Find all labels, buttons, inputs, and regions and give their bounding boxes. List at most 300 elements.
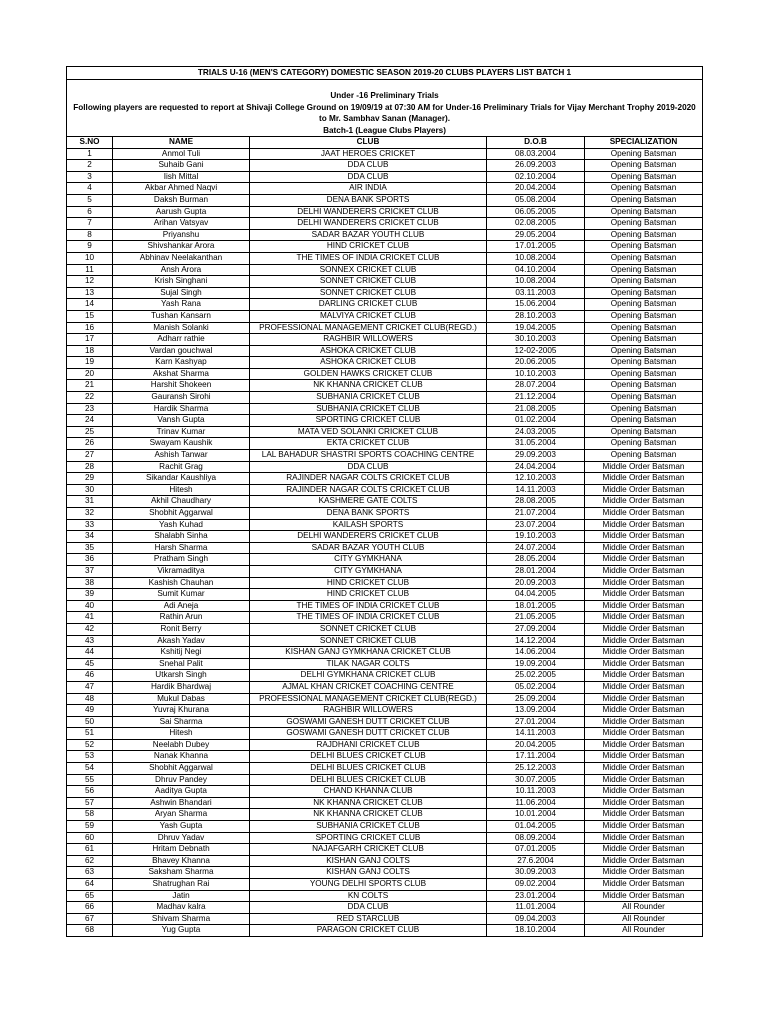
cell-specialization: Middle Order Batsman <box>585 867 703 879</box>
cell-sno: 15 <box>67 310 113 322</box>
cell-sno: 18 <box>67 345 113 357</box>
cell-name: Adharr rathie <box>113 334 250 346</box>
cell-specialization: Opening Batsman <box>585 426 703 438</box>
table-row <box>67 148 703 160</box>
cell-dob: 14.12.2004 <box>487 635 585 647</box>
table-row <box>67 531 703 543</box>
cell-name: Dhruv Yadav <box>113 832 250 844</box>
cell-name: Sikandar Kaushliya <box>113 473 250 485</box>
cell-specialization: Opening Batsman <box>585 310 703 322</box>
table-row <box>67 647 703 659</box>
cell-name: Hardik Bhardwaj <box>113 681 250 693</box>
cell-name: Tushan Kansarn <box>113 310 250 322</box>
cell-name: Shivshankar Arora <box>113 241 250 253</box>
table-row <box>67 612 703 624</box>
table-row <box>67 438 703 450</box>
notice-row <box>67 102 703 125</box>
cell-club: THE TIMES OF INDIA CRICKET CLUB <box>250 252 487 264</box>
cell-specialization: Middle Order Batsman <box>585 681 703 693</box>
cell-sno: 7 <box>67 218 113 230</box>
cell-name: Shobhit Aggarwal <box>113 763 250 775</box>
cell-dob: 30.09.2003 <box>487 867 585 879</box>
cell-sno: 54 <box>67 763 113 775</box>
cell-club: NK KHANNA CRICKET CLUB <box>250 797 487 809</box>
cell-name: Yash Rana <box>113 299 250 311</box>
cell-name: Pratham Singh <box>113 554 250 566</box>
table-row <box>67 797 703 809</box>
cell-name: Hritam Debnath <box>113 844 250 856</box>
cell-specialization: Opening Batsman <box>585 392 703 404</box>
table-row <box>67 345 703 357</box>
cell-dob: 03.11.2003 <box>487 287 585 299</box>
cell-sno: 6 <box>67 206 113 218</box>
cell-sno: 5 <box>67 194 113 206</box>
table-row <box>67 496 703 508</box>
cell-club: KN COLTS <box>250 890 487 902</box>
cell-club: JAAT HEROES CRICKET <box>250 148 487 160</box>
cell-dob: 10.08.2004 <box>487 276 585 288</box>
table-row <box>67 867 703 879</box>
cell-sno: 32 <box>67 508 113 520</box>
cell-sno: 48 <box>67 693 113 705</box>
cell-club: KAILASH SPORTS <box>250 519 487 531</box>
cell-dob: 14.11.2003 <box>487 484 585 496</box>
cell-name: Ansh Arora <box>113 264 250 276</box>
cell-club: DELHI WANDERERS CRICKET CLUB <box>250 531 487 543</box>
cell-dob: 08.03.2004 <box>487 148 585 160</box>
cell-sno: 20 <box>67 368 113 380</box>
cell-club: HIND CRICKET CLUB <box>250 241 487 253</box>
cell-name: Kashish Chauhan <box>113 577 250 589</box>
table-row <box>67 844 703 856</box>
cell-sno: 49 <box>67 705 113 717</box>
cell-club: LAL BAHADUR SHASTRI SPORTS COACHING CENTRE <box>250 450 487 462</box>
cell-name: Daksh Burman <box>113 194 250 206</box>
cell-dob: 20.06.2005 <box>487 357 585 369</box>
cell-club: KISHAN GANJ COLTS <box>250 867 487 879</box>
cell-name: Abhinav Neelakanthan <box>113 252 250 264</box>
cell-club: SUBHANIA CRICKET CLUB <box>250 403 487 415</box>
table-row <box>67 276 703 288</box>
cell-specialization: Middle Order Batsman <box>585 508 703 520</box>
cell-club: DENA BANK SPORTS <box>250 194 487 206</box>
cell-club: ASHOKA CRICKET CLUB <box>250 345 487 357</box>
cell-sno: 64 <box>67 879 113 891</box>
cell-name: Trinav Kumar <box>113 426 250 438</box>
cell-sno: 3 <box>67 171 113 183</box>
cell-club: CITY GYMKHANA <box>250 554 487 566</box>
cell-specialization: Middle Order Batsman <box>585 484 703 496</box>
table-row <box>67 821 703 833</box>
cell-name: Vansh Gupta <box>113 415 250 427</box>
table-row <box>67 716 703 728</box>
cell-dob: 28.10.2003 <box>487 310 585 322</box>
cell-sno: 12 <box>67 276 113 288</box>
cell-name: Rachit Grag <box>113 461 250 473</box>
cell-dob: 12-02-2005 <box>487 345 585 357</box>
cell-sno: 10 <box>67 252 113 264</box>
cell-sno: 42 <box>67 623 113 635</box>
cell-name: Shalabh Sinha <box>113 531 250 543</box>
cell-sno: 45 <box>67 658 113 670</box>
cell-club: HIND CRICKET CLUB <box>250 577 487 589</box>
cell-club: GOLDEN HAWKS CRICKET CLUB <box>250 368 487 380</box>
cell-specialization: Middle Order Batsman <box>585 554 703 566</box>
cell-name: Vikramaditya <box>113 565 250 577</box>
cell-sno: 11 <box>67 264 113 276</box>
cell-name: Sumit Kumar <box>113 589 250 601</box>
cell-name: Shivam Sharma <box>113 913 250 925</box>
table-row <box>67 322 703 334</box>
cell-specialization: Opening Batsman <box>585 357 703 369</box>
cell-dob: 25.02.2005 <box>487 670 585 682</box>
cell-sno: 16 <box>67 322 113 334</box>
cell-specialization: Opening Batsman <box>585 264 703 276</box>
cell-specialization: Opening Batsman <box>585 322 703 334</box>
cell-specialization: Middle Order Batsman <box>585 565 703 577</box>
cell-sno: 14 <box>67 299 113 311</box>
cell-specialization: Middle Order Batsman <box>585 763 703 775</box>
cell-dob: 21.05.2005 <box>487 612 585 624</box>
cell-dob: 06.05.2005 <box>487 206 585 218</box>
table-row <box>67 519 703 531</box>
cell-name: Harshit Shokeen <box>113 380 250 392</box>
cell-dob: 20.09.2003 <box>487 577 585 589</box>
cell-specialization: Middle Order Batsman <box>585 716 703 728</box>
cell-dob: 12.10.2003 <box>487 473 585 485</box>
table-row <box>67 299 703 311</box>
cell-dob: 29.05.2004 <box>487 229 585 241</box>
table-row <box>67 763 703 775</box>
cell-club: CHAND KHANNA CLUB <box>250 786 487 798</box>
cell-specialization: Opening Batsman <box>585 334 703 346</box>
cell-sno: 30 <box>67 484 113 496</box>
table-row <box>67 229 703 241</box>
cell-club: NK KHANNA CRICKET CLUB <box>250 809 487 821</box>
cell-dob: 27.6.2004 <box>487 855 585 867</box>
cell-dob: 10.10.2003 <box>487 368 585 380</box>
table-row <box>67 577 703 589</box>
cell-sno: 67 <box>67 913 113 925</box>
cell-dob: 04.10.2004 <box>487 264 585 276</box>
cell-specialization: Opening Batsman <box>585 368 703 380</box>
cell-club: SONNET CRICKET CLUB <box>250 635 487 647</box>
cell-dob: 17.11.2004 <box>487 751 585 763</box>
cell-specialization: Opening Batsman <box>585 252 703 264</box>
cell-club: TILAK NAGAR COLTS <box>250 658 487 670</box>
cell-sno: 68 <box>67 925 113 937</box>
cell-club: SONNET CRICKET CLUB <box>250 287 487 299</box>
table-row <box>67 450 703 462</box>
cell-name: Vardan gouchwal <box>113 345 250 357</box>
table-row <box>67 183 703 195</box>
cell-specialization: Opening Batsman <box>585 380 703 392</box>
table-row <box>67 751 703 763</box>
table-row <box>67 554 703 566</box>
cell-dob: 02.10.2004 <box>487 171 585 183</box>
batch-row <box>67 125 703 137</box>
column-header-dob: D.O.B <box>487 137 585 149</box>
cell-sno: 65 <box>67 890 113 902</box>
cell-dob: 08.09.2004 <box>487 832 585 844</box>
cell-name: Ashwin Bhandari <box>113 797 250 809</box>
cell-sno: 56 <box>67 786 113 798</box>
cell-dob: 17.01.2005 <box>487 241 585 253</box>
cell-specialization: Middle Order Batsman <box>585 751 703 763</box>
cell-dob: 25.09.2004 <box>487 693 585 705</box>
cell-club: SONNET CRICKET CLUB <box>250 276 487 288</box>
cell-name: Yug Gupta <box>113 925 250 937</box>
cell-name: Jatin <box>113 890 250 902</box>
cell-specialization: Opening Batsman <box>585 206 703 218</box>
cell-name: Swayam Kaushik <box>113 438 250 450</box>
table-row <box>67 160 703 172</box>
cell-club: DARLING CRICKET CLUB <box>250 299 487 311</box>
cell-club: CITY GYMKHANA <box>250 565 487 577</box>
cell-sno: 60 <box>67 832 113 844</box>
cell-sno: 43 <box>67 635 113 647</box>
table-row <box>67 658 703 670</box>
table-row <box>67 415 703 427</box>
cell-sno: 39 <box>67 589 113 601</box>
cell-dob: 10.11.2003 <box>487 786 585 798</box>
cell-dob: 23.01.2004 <box>487 890 585 902</box>
cell-specialization: Middle Order Batsman <box>585 635 703 647</box>
cell-specialization: Middle Order Batsman <box>585 890 703 902</box>
cell-club: PROFESSIONAL MANAGEMENT CRICKET CLUB(REGD.) <box>250 693 487 705</box>
cell-sno: 4 <box>67 183 113 195</box>
cell-dob: 09.02.2004 <box>487 879 585 891</box>
cell-name: Aryan Sharma <box>113 809 250 821</box>
report-notice: Following players are requested to report at Shivaji College Ground on 19/09/19 at 07:30 AM for Under-16 Preliminary Trials for Vijay Merchant Trophy 2019-2020 to Mr. Sambhav Sanan (Manager). <box>67 102 703 125</box>
cell-sno: 13 <box>67 287 113 299</box>
cell-dob: 23.07.2004 <box>487 519 585 531</box>
table-row <box>67 264 703 276</box>
cell-specialization: Opening Batsman <box>585 299 703 311</box>
cell-club: MALVIYA CRICKET CLUB <box>250 310 487 322</box>
cell-specialization: Opening Batsman <box>585 171 703 183</box>
table-row <box>67 681 703 693</box>
cell-sno: 51 <box>67 728 113 740</box>
table-row <box>67 705 703 717</box>
cell-name: Saksham Sharma <box>113 867 250 879</box>
cell-specialization: Middle Order Batsman <box>585 531 703 543</box>
cell-club: KISHAN GANJ GYMKHANA CRICKET CLUB <box>250 647 487 659</box>
cell-sno: 66 <box>67 902 113 914</box>
cell-specialization: Middle Order Batsman <box>585 577 703 589</box>
cell-club: DELHI WANDERERS CRICKET CLUB <box>250 218 487 230</box>
cell-sno: 2 <box>67 160 113 172</box>
cell-club: PARAGON CRICKET CLUB <box>250 925 487 937</box>
cell-club: THE TIMES OF INDIA CRICKET CLUB <box>250 612 487 624</box>
cell-dob: 14.06.2004 <box>487 647 585 659</box>
cell-sno: 1 <box>67 148 113 160</box>
cell-sno: 52 <box>67 739 113 751</box>
cell-specialization: Middle Order Batsman <box>585 670 703 682</box>
cell-sno: 58 <box>67 809 113 821</box>
cell-specialization: Opening Batsman <box>585 438 703 450</box>
cell-name: Suhaib Gani <box>113 160 250 172</box>
table-row <box>67 600 703 612</box>
cell-dob: 30.07.2005 <box>487 774 585 786</box>
cell-dob: 28.07.2004 <box>487 380 585 392</box>
cell-club: DDA CLUB <box>250 902 487 914</box>
cell-club: SADAR BAZAR YOUTH CLUB <box>250 229 487 241</box>
cell-club: SPORTING CRICKET CLUB <box>250 832 487 844</box>
cell-name: Priyanshu <box>113 229 250 241</box>
cell-name: Harsh Sharma <box>113 542 250 554</box>
cell-specialization: All Rounder <box>585 925 703 937</box>
cell-specialization: Opening Batsman <box>585 218 703 230</box>
cell-club: NK KHANNA CRICKET CLUB <box>250 380 487 392</box>
cell-sno: 59 <box>67 821 113 833</box>
cell-club: DDA CLUB <box>250 160 487 172</box>
cell-specialization: Middle Order Batsman <box>585 844 703 856</box>
table-row <box>67 508 703 520</box>
cell-club: SUBHANIA CRICKET CLUB <box>250 392 487 404</box>
cell-club: DDA CLUB <box>250 171 487 183</box>
cell-specialization: Opening Batsman <box>585 148 703 160</box>
cell-club: ASHOKA CRICKET CLUB <box>250 357 487 369</box>
cell-name: Shatrughan Rai <box>113 879 250 891</box>
cell-sno: 50 <box>67 716 113 728</box>
cell-sno: 57 <box>67 797 113 809</box>
cell-sno: 63 <box>67 867 113 879</box>
document-subtitle: Under -16 Preliminary Trials <box>67 90 703 102</box>
cell-club: PROFESSIONAL MANAGEMENT CRICKET CLUB(REGD.) <box>250 322 487 334</box>
cell-club: MATA VED SOLANKI CRICKET CLUB <box>250 426 487 438</box>
cell-sno: 17 <box>67 334 113 346</box>
title-row <box>67 67 703 80</box>
cell-specialization: Opening Batsman <box>585 450 703 462</box>
cell-dob: 25.12.2003 <box>487 763 585 775</box>
column-header-club: CLUB <box>250 137 487 149</box>
cell-dob: 29.09.2003 <box>487 450 585 462</box>
table-row <box>67 194 703 206</box>
batch-label: Batch-1 (League Clubs Players) <box>67 125 703 137</box>
cell-sno: 31 <box>67 496 113 508</box>
table-row <box>67 774 703 786</box>
cell-specialization: Opening Batsman <box>585 403 703 415</box>
cell-name: Hitesh <box>113 728 250 740</box>
cell-name: Adi Aneja <box>113 600 250 612</box>
table-row <box>67 426 703 438</box>
cell-name: Krish Singhani <box>113 276 250 288</box>
cell-name: Kshitij Negi <box>113 647 250 659</box>
cell-name: Sai Sharma <box>113 716 250 728</box>
cell-sno: 35 <box>67 542 113 554</box>
cell-name: Akhil Chaudhary <box>113 496 250 508</box>
cell-club: RED STARCLUB <box>250 913 487 925</box>
table-row <box>67 809 703 821</box>
cell-club: DENA BANK SPORTS <box>250 508 487 520</box>
cell-specialization: Middle Order Batsman <box>585 832 703 844</box>
cell-sno: 8 <box>67 229 113 241</box>
cell-specialization: Middle Order Batsman <box>585 542 703 554</box>
cell-sno: 46 <box>67 670 113 682</box>
cell-club: RAGHBIR WILLOWERS <box>250 334 487 346</box>
cell-dob: 10.08.2004 <box>487 252 585 264</box>
cell-dob: 05.02.2004 <box>487 681 585 693</box>
cell-dob: 24.03.2005 <box>487 426 585 438</box>
cell-name: Yuvraj Khurana <box>113 705 250 717</box>
cell-specialization: Middle Order Batsman <box>585 786 703 798</box>
cell-sno: 47 <box>67 681 113 693</box>
cell-dob: 01.04.2005 <box>487 821 585 833</box>
cell-club: AJMAL KHAN CRICKET COACHING CENTRE <box>250 681 487 693</box>
cell-dob: 30.10.2003 <box>487 334 585 346</box>
cell-specialization: Middle Order Batsman <box>585 589 703 601</box>
cell-dob: 20.04.2005 <box>487 739 585 751</box>
cell-specialization: Opening Batsman <box>585 194 703 206</box>
cell-name: Mukul Dabas <box>113 693 250 705</box>
table-row <box>67 728 703 740</box>
cell-specialization: All Rounder <box>585 913 703 925</box>
cell-sno: 62 <box>67 855 113 867</box>
cell-name: Hardik Sharma <box>113 403 250 415</box>
table-row <box>67 890 703 902</box>
spacer-row <box>67 80 703 91</box>
cell-club: SONNET CRICKET CLUB <box>250 623 487 635</box>
table-row <box>67 287 703 299</box>
cell-specialization: Middle Order Batsman <box>585 647 703 659</box>
table-row <box>67 855 703 867</box>
cell-dob: 24.07.2004 <box>487 542 585 554</box>
cell-dob: 18.01.2005 <box>487 600 585 612</box>
cell-name: Akash Yadav <box>113 635 250 647</box>
cell-dob: 19.09.2004 <box>487 658 585 670</box>
cell-dob: 28.01.2004 <box>487 565 585 577</box>
cell-dob: 28.08.2005 <box>487 496 585 508</box>
cell-club: RAJINDER NAGAR COLTS CRICKET CLUB <box>250 473 487 485</box>
cell-dob: 21.08.2005 <box>487 403 585 415</box>
cell-dob: 09.04.2003 <box>487 913 585 925</box>
cell-specialization: Opening Batsman <box>585 287 703 299</box>
table-row <box>67 913 703 925</box>
cell-specialization: Middle Order Batsman <box>585 496 703 508</box>
cell-sno: 25 <box>67 426 113 438</box>
cell-dob: 26.09.2003 <box>487 160 585 172</box>
cell-club: SONNEX CRICKET CLUB <box>250 264 487 276</box>
cell-specialization: Middle Order Batsman <box>585 879 703 891</box>
cell-name: Gauransh Sirohi <box>113 392 250 404</box>
cell-club: HIND CRICKET CLUB <box>250 589 487 601</box>
column-header-row <box>67 137 703 149</box>
cell-sno: 38 <box>67 577 113 589</box>
cell-dob: 21.12.2004 <box>487 392 585 404</box>
table-row <box>67 368 703 380</box>
cell-dob: 14.11.2003 <box>487 728 585 740</box>
cell-club: DELHI GYMKHANA CRICKET CLUB <box>250 670 487 682</box>
cell-name: Rathin Arun <box>113 612 250 624</box>
table-row <box>67 334 703 346</box>
cell-specialization: Middle Order Batsman <box>585 600 703 612</box>
cell-name: Neelabh Dubey <box>113 739 250 751</box>
cell-dob: 18.10.2004 <box>487 925 585 937</box>
cell-sno: 36 <box>67 554 113 566</box>
table-row <box>67 461 703 473</box>
cell-dob: 20.04.2004 <box>487 183 585 195</box>
cell-club: DELHI BLUES CRICKET CLUB <box>250 751 487 763</box>
cell-sno: 9 <box>67 241 113 253</box>
cell-club: RAJINDER NAGAR COLTS CRICKET CLUB <box>250 484 487 496</box>
cell-sno: 41 <box>67 612 113 624</box>
cell-sno: 22 <box>67 392 113 404</box>
cell-name: Ronit Berry <box>113 623 250 635</box>
cell-specialization: Middle Order Batsman <box>585 623 703 635</box>
cell-club: DELHI WANDERERS CRICKET CLUB <box>250 206 487 218</box>
cell-dob: 27.09.2004 <box>487 623 585 635</box>
